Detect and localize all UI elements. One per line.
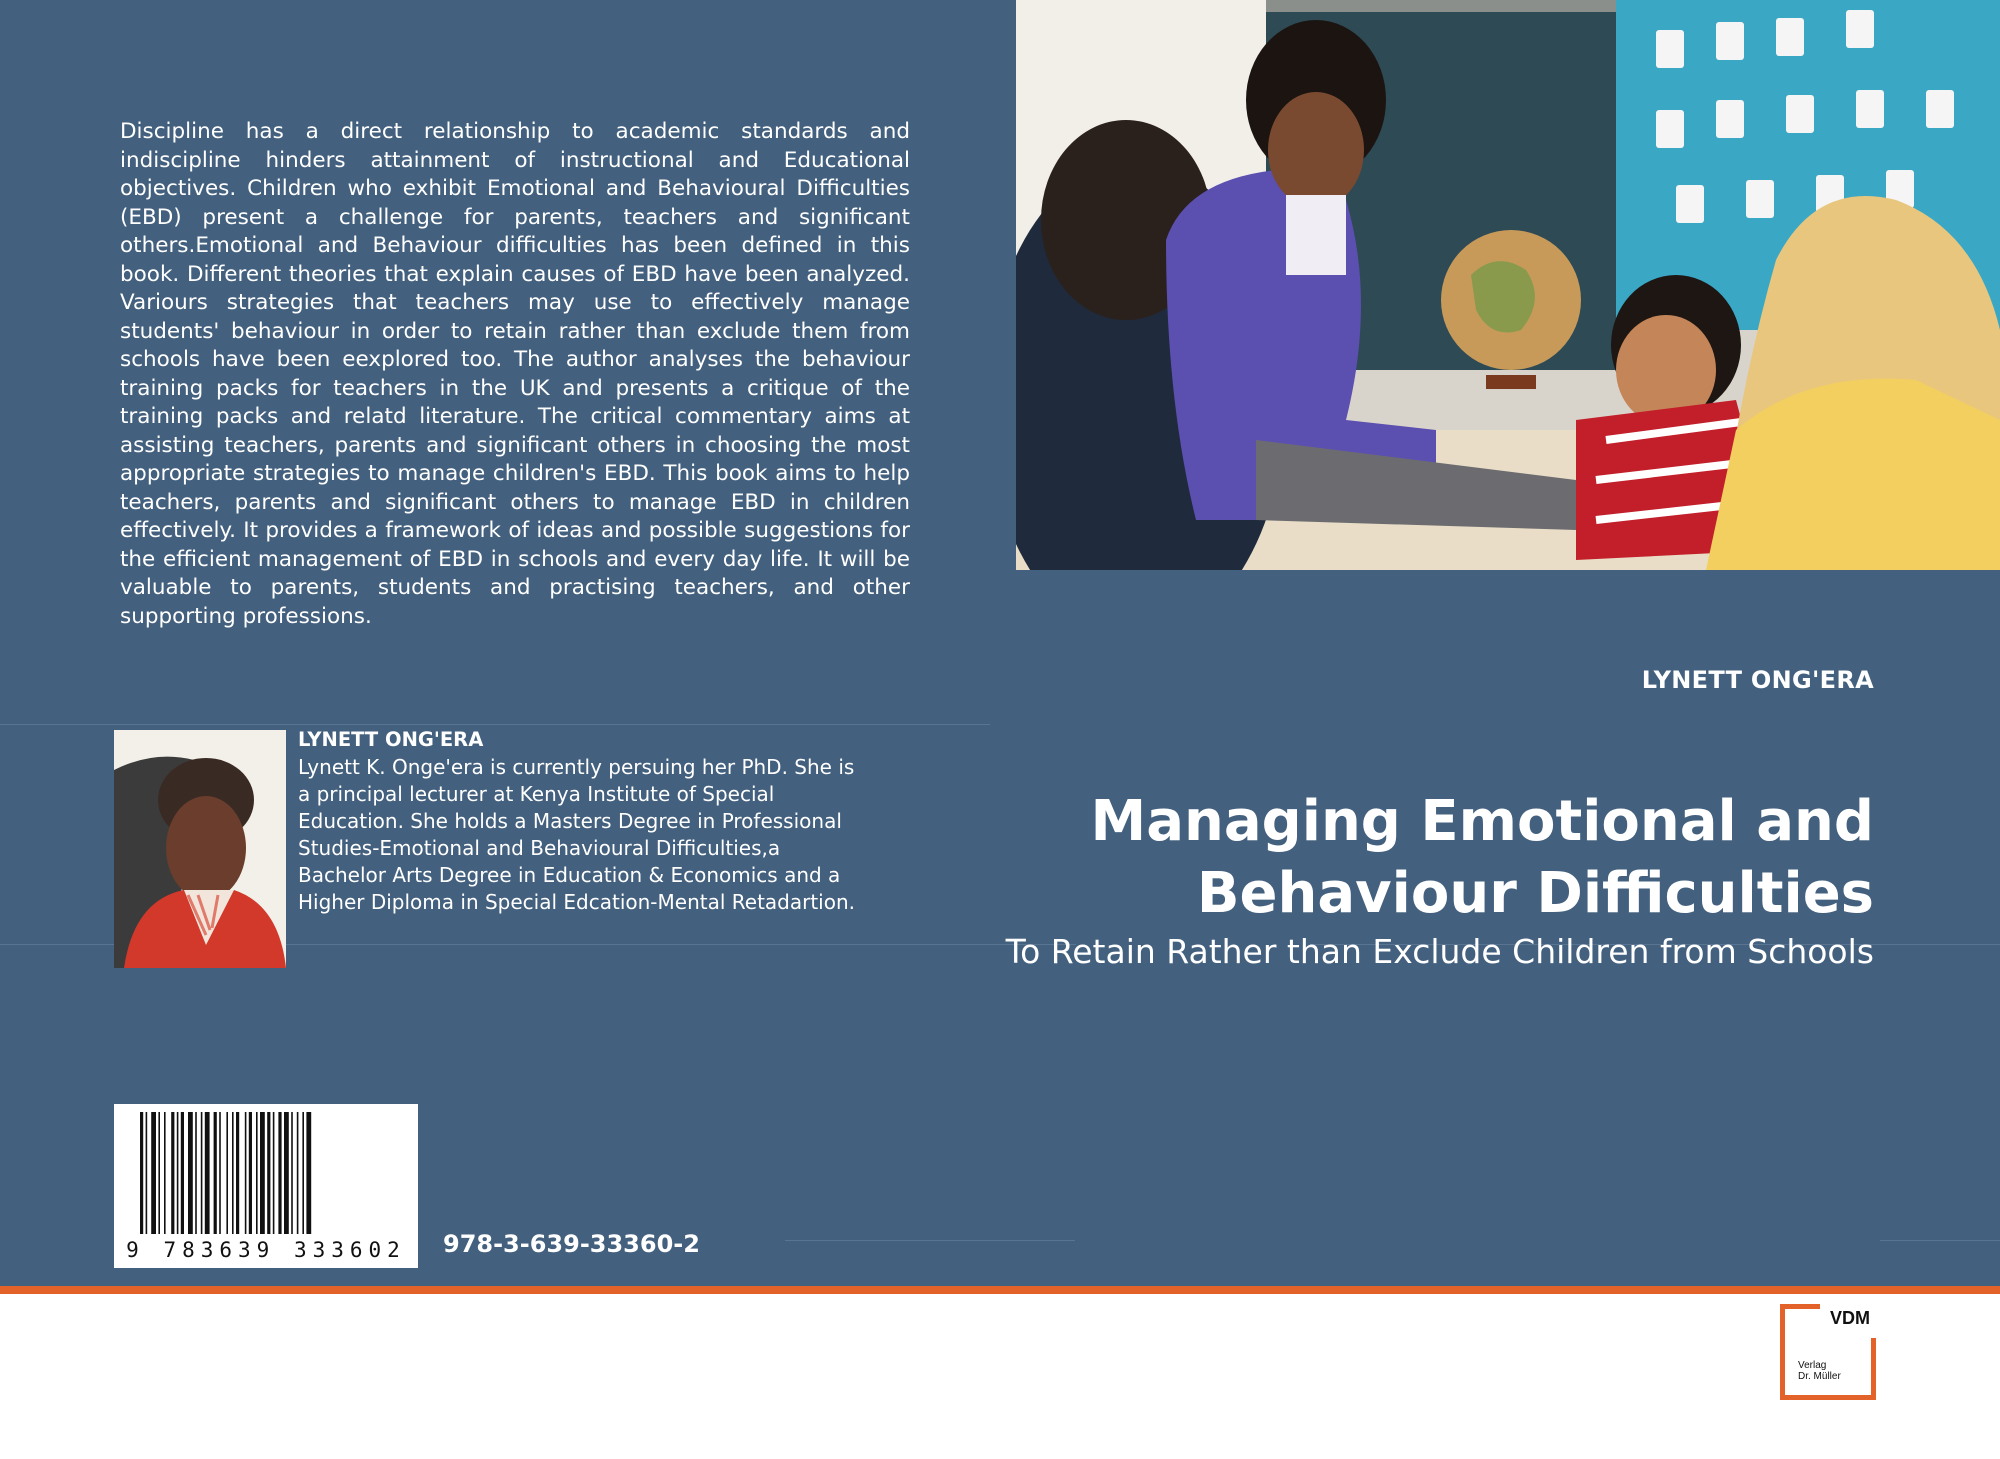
barcode-bar xyxy=(188,1112,193,1234)
book-title: Managing Emotional and Behaviour Difficulties xyxy=(1090,789,1874,926)
barcode-bar xyxy=(273,1112,275,1234)
author-portrait xyxy=(114,730,286,968)
barcode-bar xyxy=(151,1112,156,1234)
barcode-bar xyxy=(164,1112,166,1234)
front-author-name: LYNETT ONG'ERA xyxy=(1641,666,1874,694)
barcode-bar xyxy=(245,1112,247,1234)
isbn-barcode xyxy=(114,1104,418,1268)
bio-author-name: LYNETT ONG'ERA xyxy=(298,728,484,751)
divider-line xyxy=(1880,1240,2000,1241)
barcode-bar xyxy=(146,1112,148,1234)
logo-brand: VDM xyxy=(1830,1308,1870,1328)
logo-publisher-name xyxy=(1798,1360,1841,1382)
barcode-digits: 9 783639 333602 xyxy=(126,1238,406,1262)
isbn-number: 978-3-639-33360-2 xyxy=(443,1230,700,1258)
barcode-bar xyxy=(232,1112,234,1234)
author-biography: Lynett K. Onge'era is currently persuing her PhD. She is a principal lecturer at Kenya Institute of Special Education. She holds a Masters Degree in Professional Studies-Emotional and Behavioural Difficulties,a Bachelor Arts Degree in Education & Economics and a Higher Diploma in Special Edcation-Mental Retadartion. xyxy=(298,755,856,914)
barcode-bar xyxy=(297,1112,299,1234)
orange-accent-strip xyxy=(0,1286,2000,1294)
barcode-bar xyxy=(256,1112,258,1234)
divider-line xyxy=(0,724,990,725)
classroom-photo xyxy=(1016,0,2000,570)
vdm-publisher-logo xyxy=(1780,1304,1876,1400)
barcode-bar xyxy=(205,1112,210,1234)
barcode-bar xyxy=(201,1112,203,1234)
barcode-bar xyxy=(260,1112,265,1234)
barcode-bar xyxy=(249,1112,252,1234)
barcode-bar xyxy=(278,1112,281,1234)
bottom-band xyxy=(0,1294,2000,1459)
barcode-bar xyxy=(171,1112,174,1234)
barcode-bar xyxy=(226,1112,228,1234)
barcode-bar xyxy=(140,1112,143,1234)
barcode-bar xyxy=(306,1112,311,1234)
barcode-bar xyxy=(236,1112,239,1234)
barcode-bar xyxy=(158,1112,160,1234)
barcode-bar xyxy=(195,1112,197,1234)
barcode-bar xyxy=(302,1112,304,1234)
logo-line-2: Dr. Müller xyxy=(1798,1371,1841,1382)
barcode-bar xyxy=(181,1112,184,1234)
logo-line-1: Verlag xyxy=(1798,1360,1827,1371)
barcode-bar xyxy=(267,1112,270,1234)
barcode-bar xyxy=(177,1112,179,1234)
barcode-bar xyxy=(284,1112,289,1234)
divider-line xyxy=(785,1240,1075,1241)
barcode-bar xyxy=(214,1112,217,1234)
book-subtitle: To Retain Rather than Exclude Children from Schools xyxy=(1005,932,1874,971)
back-cover-blurb: Discipline has a direct relationship to academic standards and indiscipline hinders attainment of instructional and Educational objectives. Children who exhibit Emotional and Behavioural Difficulties (EBD) present a challenge for parents, teachers and significant others.Emotional and Behaviour difficulties has been defined in this book. Different theories that explain causes of EBD have been analyzed. Variours strategies that teachers may use to effectively manage students' behaviour in order to retain rather than exclude them from schools have been eexplored too. The author analyses the behaviour training packs for teachers in the UK and presents a critique of the training packs and relatd literature. The critical commentary aims at assisting teachers, parents and significant others in choosing the most appropriate strategies to manage children's EBD. This book aims to help teachers, parents and significant others to manage EBD in children effectively. It provides a framework of ideas and possible suggestions for the efficient management of EBD in schools and every day life. It will be valuable to parents, students and practising teachers, and other supporting professions. xyxy=(120,119,910,629)
barcode-bar xyxy=(219,1112,221,1234)
barcode-bar xyxy=(291,1112,293,1234)
